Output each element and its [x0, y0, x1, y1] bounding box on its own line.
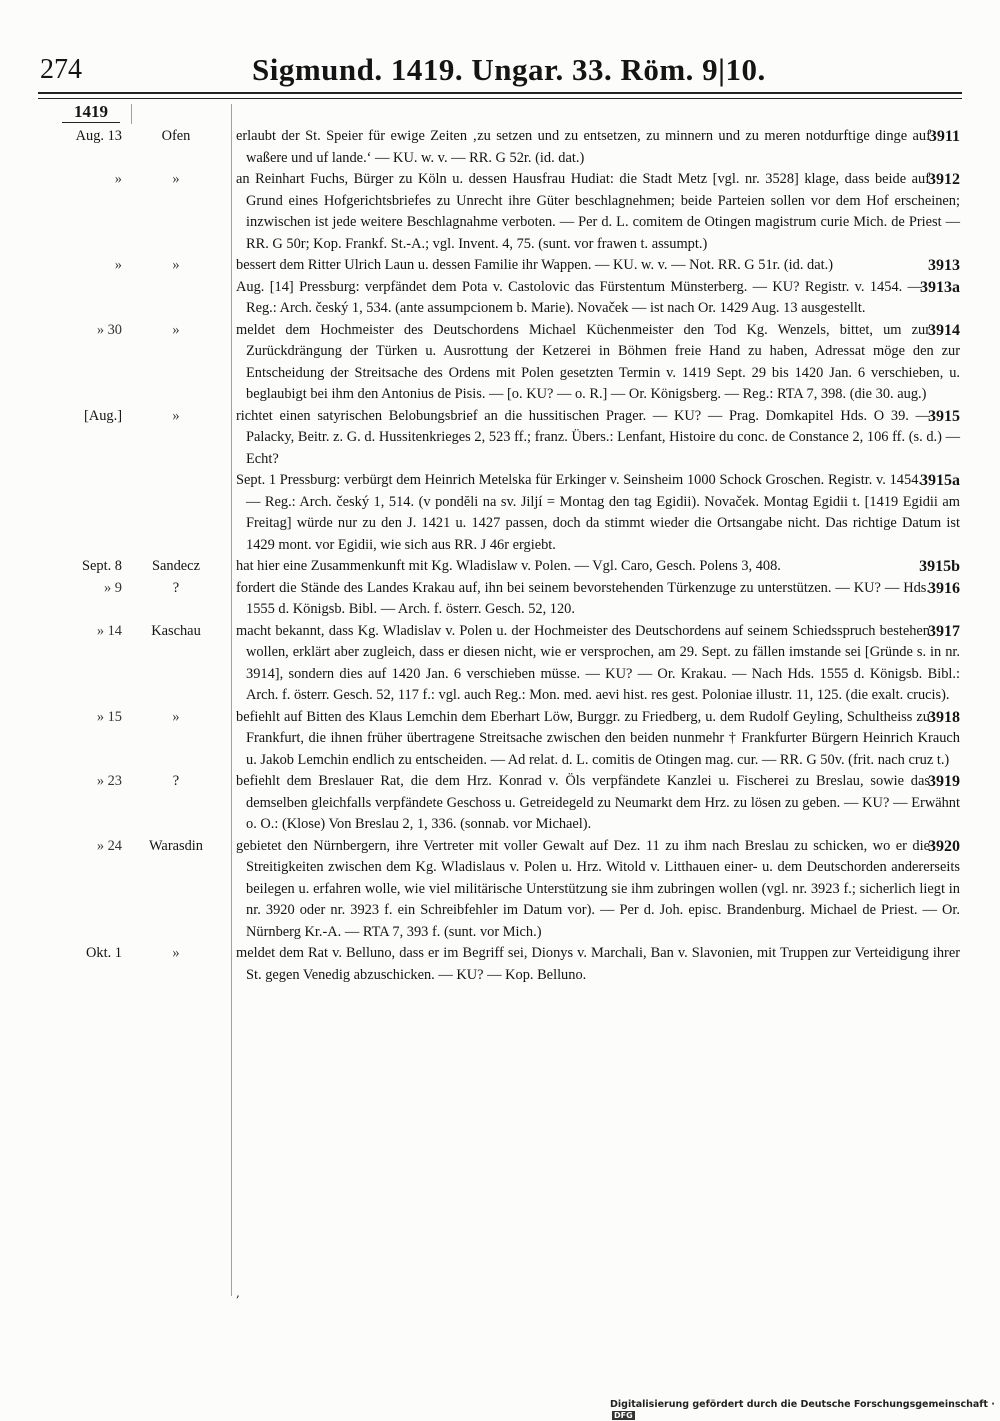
- entry-number: 3918: [928, 708, 960, 726]
- entry-date: Okt. 1: [86, 945, 122, 961]
- entry-place: »: [172, 321, 180, 338]
- entry-text: 3919 befiehlt dem Breslauer Rat, die dem Hrz. Konrad v. Öls verpfändete Kanzlei u. Fischerei zu Breslau, sowie das demselben gleichfalls verpfändete Geschoss u. Getreidegeld zu Neumarkt dem Hrz. zu lösen zu geben. — KU? — Erwähnt o. O.: (Klose) Von Breslau 2, 1, 336. (sonnab. vor Michael).: [236, 773, 960, 832]
- entry-text: 3912 an Reinhart Fuchs, Bürger zu Köln u. dessen Hausfrau Hudiat: die Stadt Metz [vgl. nr. 3528] klage, dass beide auf Grund eines Hofgerichtsbriefes zu Unrecht ihre Güter beschlagnehmen; beide Parteien sollen vor dem Hof erscheinen; inzwischen ist jede weitere Beschlagnahme verboten. — Per d. L. comitem de Otingen magistrum curie Mich. de Priest — RR. G 50r; Kop. Frankf. St.-A.; vgl. Invent. 4, 75. (sunt. vor frawen t. assumpt.): [236, 171, 960, 252]
- entry-place: Kaschau: [151, 622, 201, 639]
- entry-text: 3916 fordert die Stände des Landes Krakau auf, ihn bei seinem bevorstehenden Türkenzuge zu unterstützen. — KU? — Hds. 1555 d. Königsb. Bibl. — Arch. f. österr. Gesch. 52, 120.: [236, 579, 960, 617]
- entry-date: » 9: [104, 579, 122, 596]
- entry-text: 3914 meldet dem Hochmeister des Deutschordens Michael Küchenmeister den Tod Kg. Wenzels, bittet, um zur Zurückdrängung der Türken u. Ausrottung der Ketzerei in Böhmen freie Hand zu haben, Adressat möge den zur Entscheidung der Streitsache des Ordens mit Polen gesetzten Termin v. 1419 Sept. 29 bis 1420 Jan. 6 verschieben, u. beglaubigt bei ihm den Antonius de Pisis. — [o. KU? — o. R.] — Or. Königsberg. — Reg.: RTA 7, 398. (die 30. aug.): [236, 321, 960, 402]
- entry-number: 3914: [928, 321, 960, 339]
- entry-date: » 14: [96, 622, 122, 639]
- regest-entry-note: [40, 470, 960, 556]
- entry-date: [Aug.]: [84, 407, 122, 424]
- entry-date: Sept. 8: [82, 558, 122, 574]
- entry-number: 3911: [928, 128, 960, 145]
- entry-date: » 24: [96, 837, 122, 854]
- page-number: 274: [40, 54, 82, 85]
- header-rule-thin: [38, 98, 962, 99]
- header-rule: [38, 92, 962, 94]
- regest-entry: [40, 578, 960, 621]
- entry-place: ?: [172, 773, 180, 789]
- entry-number: 3915a: [920, 472, 960, 489]
- entry-number: 3915: [928, 407, 960, 425]
- entry-date: »: [114, 257, 122, 273]
- entry-number: 3917: [928, 622, 960, 640]
- regest-entry: [40, 255, 960, 277]
- entry-date: » 30: [96, 321, 122, 338]
- entry-text: 3920 gebietet den Nürnbergern, ihre Vertreter mit voller Gewalt auf Dez. 11 zu ihm nach Breslau zu schicken, wo er die Streitigkeiten zwischen dem Kg. Wladislaus v. Polen u. Hrz. Witold v. Litthauen einer- u. dem Deutschorden andererseits beilegen u. erfahren wolle, wie viel militärische Unterstützung sie ihm zubringen wollen (vgl. nr. 3923 f.; sicherlich liegt in nr. 3920 oder nr. 3923 f. ein Schreibfehler im Datum vor). — Per d. Joh. episc. Brandenburg. Michael de Priest. — Or. Nürnberg Kr.-A. — RTA 7, 393 f. (sunt. vor Mich.): [236, 837, 960, 940]
- entry-number: 3912: [928, 171, 960, 188]
- regest-entry: [40, 126, 960, 169]
- regesta-list: [40, 126, 960, 986]
- regest-entry-note: [40, 277, 960, 320]
- entry-text: 3915a Sept. 1 Pressburg: verbürgt dem Heinrich Metelska für Erkinger v. Seinsheim 1000 Schock Groschen. Registr. v. 1454. — Reg.: Arch. český 1, 514. (v pondĕli na sv. Jiljí = Montag den tag Egidii). Novaček. Montag Egidii t. [1419 Egidii am Freitag] würde nur zu den J. 1421 u. 1427 passen, doch da stimmt wieder die Ortsangabe nicht. Das richtige Datum ist 1429 mont. vor Egidii, wie sich aus RR. J 46r ergiebt.: [236, 472, 960, 553]
- entry-text: 3913a Aug. [14] Pressburg: verpfändet dem Pota v. Castolovic das Fürstentum Münsterberg. — KU? Registr. v. 1454. — Reg.: Arch. český 1, 534. (ante assumpcionem b. Marie). Novaček — ist nach Or. 1429 Aug. 13 ausgestellt.: [236, 278, 960, 316]
- entry-place: »: [172, 171, 180, 187]
- dfg-logo: DFG: [614, 1411, 633, 1420]
- entry-place: ?: [172, 579, 180, 596]
- entry-place: »: [172, 708, 180, 725]
- entry-place: Sandecz: [152, 558, 200, 574]
- regest-entry: [40, 320, 960, 406]
- regest-entry: [40, 169, 960, 255]
- entry-date: » 15: [96, 708, 122, 725]
- regest-entry: [40, 771, 960, 836]
- entry-text: 3918 befiehlt auf Bitten des Klaus Lemchin dem Eberhart Löw, Burggr. zu Friedberg, u. dem Rudolf Geyling, Schultheiss zu Frankfurt, die ihnen früher übertragene Streitsache zwischen den beiden nunmehr † Frankfurter Bürgern Heinrich Krauch u. Jakob Lemchin endlich zu entscheiden. — Ad relat. d. L. comitis de Otingen mag. cur. — RR. G 50v. (frit. nach cruz t.): [236, 708, 960, 768]
- entry-text: 3911 erlaubt der St. Speier für ewige Zeiten ‚zu setzen und zu entsetzen, zu minnern und zu meren notdurftige dinge auf waßere und uf lande.‘ — KU. w. v. — RR. G 52r. (id. dat.): [236, 128, 960, 166]
- entry-place: »: [172, 945, 180, 961]
- entry-date: »: [114, 171, 122, 187]
- regest-entry: [40, 556, 960, 578]
- regest-entry: [40, 836, 960, 944]
- column-divider: [131, 104, 132, 124]
- footer-text: Digitalisierung gefördert durch die Deutsche Forschungsgemeinschaft ·: [610, 1399, 995, 1410]
- entry-date: » 23: [96, 773, 122, 789]
- entry-text: meldet dem Rat v. Belluno, dass er im Begriff sei, Dionys v. Marchali, Ban v. Slavonien, mit Truppen zur Verteidigung ihrer St. gegen Venedig abzuschicken. — KU? — Kop. Belluno.: [236, 945, 960, 983]
- running-head: Sigmund. 1419. Ungar. 33. Röm. 9|10.: [252, 52, 766, 87]
- regest-entry: [40, 707, 960, 772]
- entry-place: »: [172, 257, 180, 273]
- entry-number: 3919: [928, 773, 960, 790]
- end-mark: ,: [236, 1286, 240, 1300]
- entry-text: 3917 macht bekannt, dass Kg. Wladislav v. Polen u. der Hochmeister des Deutschordens auf seinem Schiedsspruch bestehen wollen, erklärt aber zugleich, dass er diesen nicht, wie er versprochen, am 29. Sept. zu fällen imstande sei [Gründe s. in nr. 3914], sondern dies auf 1420 Jan. 6 verschieben müsse. — KU? — Or. Krakau. — Nach Hds. 1555 d. Königsb. Bibl.: Arch. f. österr. Gesch. 52, 117 f.: vgl. auch Reg.: Mon. med. aevi hist. res gest. Poloniae illustr. 11, 125. (die exalt. crucis).: [236, 622, 960, 703]
- regest-entry: [40, 406, 960, 471]
- entry-number: 3915b: [919, 558, 960, 575]
- entry-number: 3913a: [920, 278, 960, 296]
- entry-date: Aug. 13: [75, 128, 122, 144]
- entry-place: Warasdin: [149, 837, 203, 854]
- year-label: 1419: [62, 102, 120, 123]
- entry-place: Ofen: [161, 128, 191, 144]
- entry-place: »: [172, 407, 180, 424]
- entry-text: 3915 richtet einen satyrischen Belobungsbrief an die hussitischen Prager. — KU? — Prag. Domkapitel Hds. O 39. — Palacky, Beitr. z. G. d. Hussitenkrieges 2, 523 ff.; franz. Übers.: Lenfant, Histoire du conc. de Constance 2, 106 ff. (s. d.) — Echt?: [236, 407, 960, 467]
- entry-number: 3916: [928, 579, 960, 597]
- entry-number: 3913: [928, 257, 960, 274]
- regest-entry: [40, 621, 960, 707]
- entry-text: 3915b hat hier eine Zusammenkunft mit Kg. Wladislaw v. Polen. — Vgl. Caro, Gesch. Polens 3, 408.: [236, 556, 960, 578]
- entry-number: 3920: [928, 837, 960, 855]
- regest-entry: [40, 943, 960, 986]
- entry-text: 3913 bessert dem Ritter Ulrich Laun u. dessen Familie ihr Wappen. — KU. w. v. — Not. RR. G 51r. (id. dat.): [236, 255, 960, 277]
- digitization-footer: [610, 1399, 1000, 1421]
